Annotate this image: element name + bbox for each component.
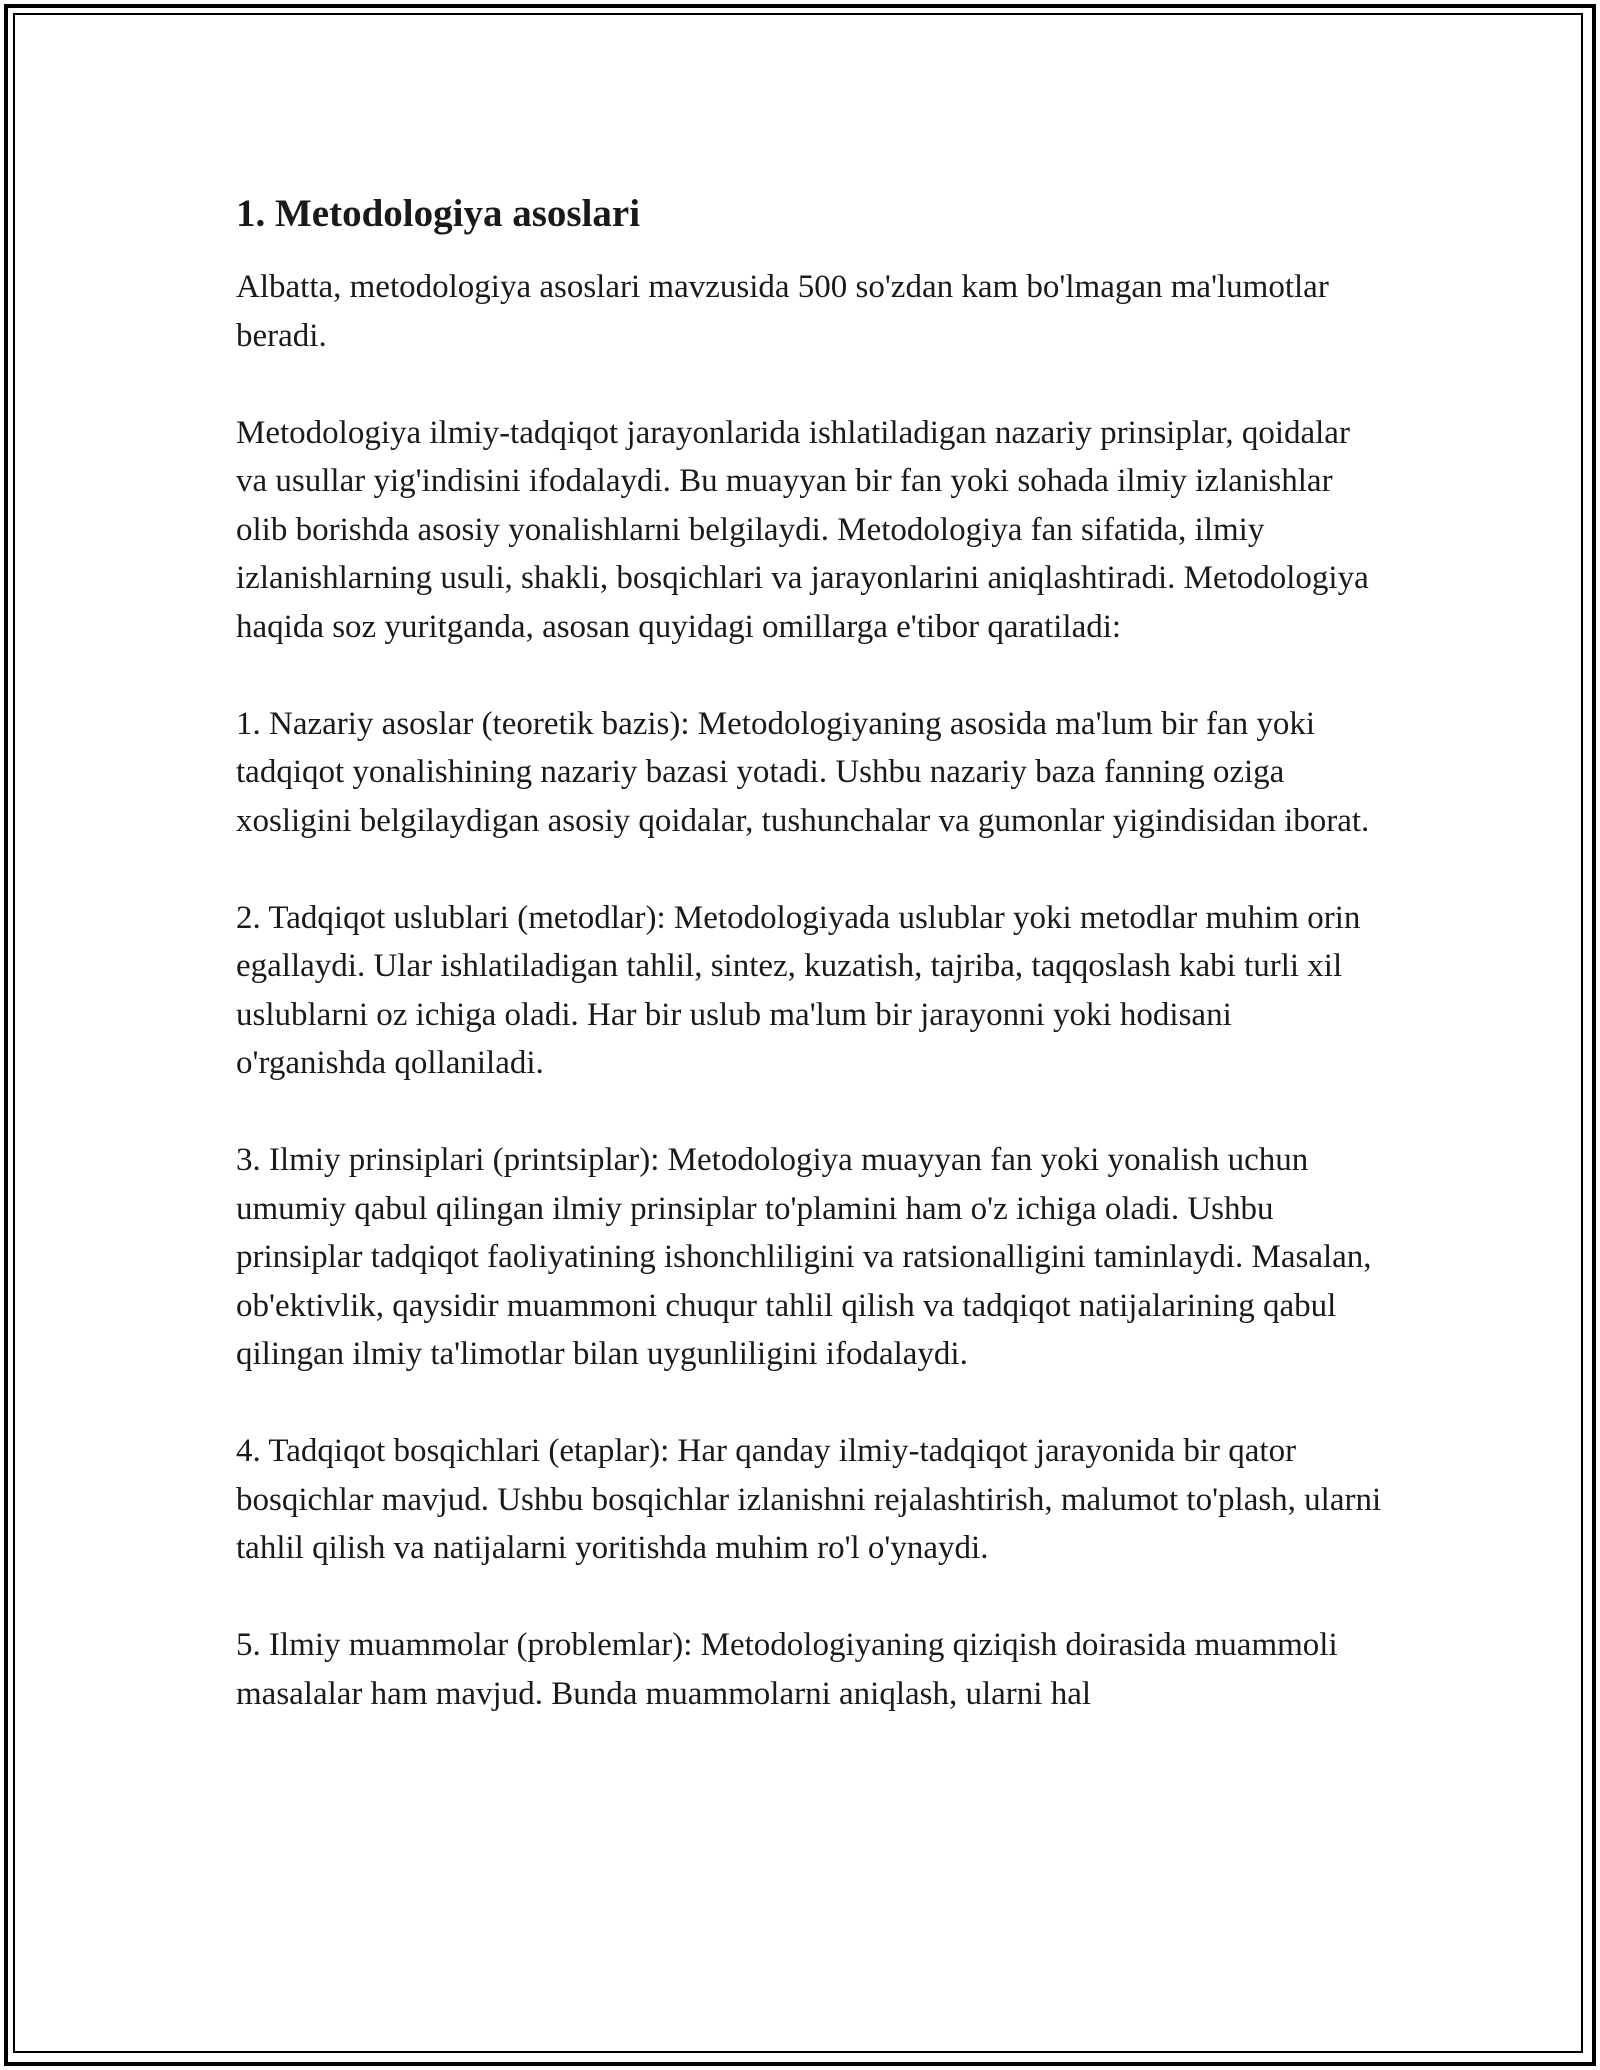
list-item-research-methods: 2. Tadqiqot uslublari (metodlar): Metodologiyada uslublar yoki metodlar muhim orin egallaydi. Ular ishlatiladigan tahlil, sintez, kuzatish, tajriba, taqqoslash kabi turli xil uslublarni oz ichiga oladi. Har bir uslub ma'lum bir jarayonni yoki hodisani o'rganishda qollaniladi. xyxy=(236,899,1361,1081)
list-item-research-stages: 4. Tadqiqot bosqichlari (etaplar): Har qanday ilmiy-tadqiqot jarayonida bir qator bosqichlar mavjud. Ushbu bosqichlar izlanishni rejalashtirish, malumot to'plash, ularni tahlil qilish va natijalarni yoritishda muhim ro'l o'ynaydi. xyxy=(236,1433,1382,1566)
definition-paragraph: Metodologiya ilmiy-tadqiqot jarayonlarida ishlatiladigan nazariy prinsiplar, qoidalar va usullar yig'indisini ifodalaydi. Bu muayyan bir fan yoki sohada ilmiy izlanishlar olib borishda asosiy yonalishlarni belgilaydi. Metodologiya fan sifatida, ilmiy izlanishlarning usuli, shakli, bosqichlari va jarayonlarini aniqlashtiradi. Metodologiya haqida soz yuritganda, asosan quyidagi omillarga e'tibor qaratiladi: xyxy=(236,414,1369,645)
list-item-scientific-problems: 5. Ilmiy muammolar (problemlar): Metodologiyaning qiziqish doirasida muammoli masalalar ham mavjud. Bunda muammolarni aniqlash, ularni hal xyxy=(236,1627,1338,1712)
document-body xyxy=(236,188,1386,1718)
list-item-scientific-principles: 3. Ilmiy prinsiplari (printsiplar): Metodologiya muayyan fan yoki yonalish uchun umumiy qabul qilingan ilmiy prinsiplar to'plamini ham o'z ichiga oladi. Ushbu prinsiplar tadqiqot faoliyatining ishonchliligini va ratsionalligini taminlaydi. Masalan, ob'ektivlik, qaysidir muammoni chuqur tahlil qilish va tadqiqot natijalarining qabul qilingan ilmiy ta'limotlar bilan uygunliligini ifodalaydi. xyxy=(236,1142,1372,1372)
intro-paragraph: Albatta, metodologiya asoslari mavzusida 500 so'zdan kam bo'lmagan ma'lumotlar beradi. xyxy=(236,269,1329,354)
document-title: 1. Metodologiya asoslari xyxy=(236,192,641,235)
list-item-theoretical-basis: 1. Nazariy asoslar (teoretik bazis): Metodologiyaning asosida ma'lum bir fan yoki tadqiqot yonalishining nazariy bazasi yotadi. Ushbu nazariy baza fanning oziga xosligini belgilaydigan asosiy qoidalar, tushunchalar va gumonlar yigindisidan iborat. xyxy=(236,705,1370,839)
